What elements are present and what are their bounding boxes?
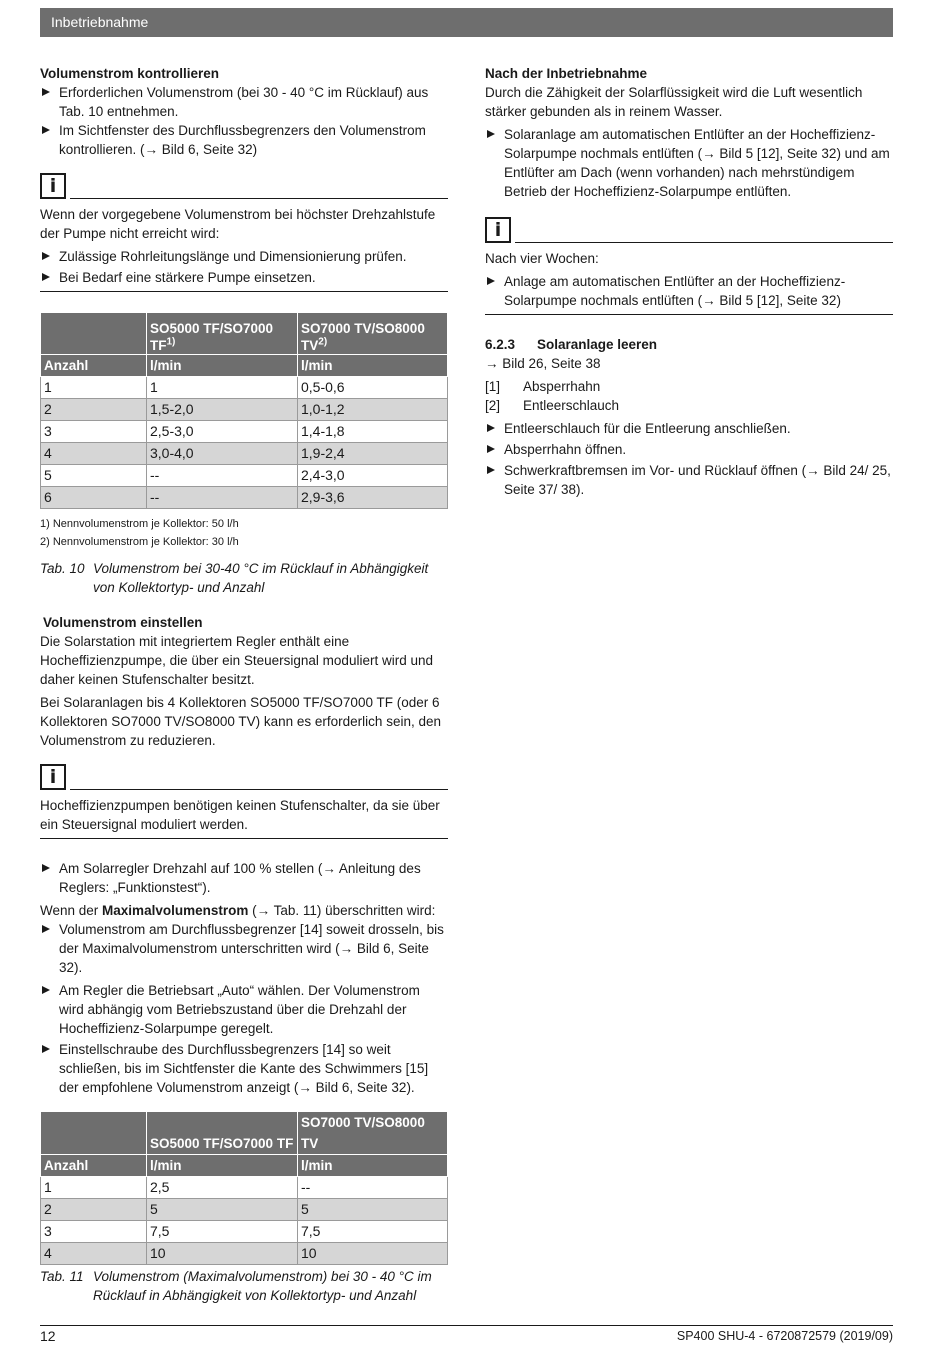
step-item: Erforderlichen Volumenstrom (bei 30 - 40 °C im Rücklauf) aus Tab. 10 entnehmen. (40, 83, 448, 121)
step-list (40, 920, 448, 1097)
table-header-cell: Anzahl (41, 1155, 147, 1177)
info-note-text: Wenn der vorgegebene Volumenstrom bei höchster Drehzahlstufe der Pumpe nicht erreicht wird: (40, 207, 436, 241)
table-header-cell: l/min (147, 355, 298, 377)
table-11 (40, 1111, 448, 1265)
heading-nach-der-inbetriebnahme: Nach der Inbetriebnahme (485, 66, 648, 81)
table-header-cell: SO7000 TV/SO8000 TV (298, 1112, 448, 1155)
info-note-header (485, 217, 893, 243)
caption-number: Tab. 10 (40, 561, 85, 576)
left-column (40, 64, 448, 1305)
paragraph: Wenn der Maximalvolumenstrom (→ Tab. 11) überschritten wird: (40, 903, 436, 918)
page-number: 12 (40, 1328, 56, 1344)
table-header-cell: l/min (147, 1155, 298, 1177)
info-icon: i (40, 764, 66, 790)
divider (485, 314, 893, 315)
divider (40, 291, 448, 292)
table-footnotes (40, 515, 448, 551)
paragraph: Die Solarstation mit integriertem Regler enthält eine Hocheffizienzpumpe, die über ein Steuersignal moduliert wird und daher keinen Stufenschalter besitzt. (40, 634, 433, 687)
table-row: 2 5 5 (41, 1199, 448, 1221)
step-item: Anlage am automatischen Entlüfter an der Hocheffizienz-Solarpumpe nochmals entlüften (→ Bild 5 [12], Seite 32) (485, 272, 893, 310)
info-note-header (40, 173, 448, 199)
footnote: 1) Nennvolumenstrom je Kollektor: 50 l/h (40, 518, 239, 530)
table-row: 2 1,5-2,0 1,0-1,2 (41, 399, 448, 421)
legend-list (485, 377, 893, 415)
step-item: Bei Bedarf eine stärkere Pumpe einsetzen. (40, 268, 448, 287)
step-item: Am Solarregler Drehzahl auf 100 % stellen (→ Anleitung des Reglers: „Funktionstest“). (40, 859, 448, 897)
legend-item: [2] Entleerschlauch (485, 398, 620, 413)
step-item: Im Sichtfenster des Durchflussbegrenzers den Volumenstrom kontrollieren. (→ Bild 6, Seite 32) (40, 121, 448, 159)
table-header-cell: SO5000 TF/SO7000 TF$^{1)}$ (147, 313, 298, 355)
page-header (40, 8, 893, 37)
table-row: 6 -- 2,9-3,6 (41, 487, 448, 509)
figure-reference: → Bild 26, Seite 38 (485, 356, 601, 371)
heading-solaranlage-leeren: 6.2.3 Solaranlage leeren (485, 337, 658, 352)
divider (70, 789, 448, 790)
step-item: Entleerschlauch für die Entleerung anschließen. (485, 419, 893, 438)
table-row: 1 2,5 -- (41, 1177, 448, 1199)
step-list (40, 859, 448, 897)
footnote: 2) Nennvolumenstrom je Kollektor: 30 l/h (40, 536, 239, 548)
table-row: 3 2,5-3,0 1,4-1,8 (41, 421, 448, 443)
step-item: Absperrhahn öffnen. (485, 440, 893, 459)
document-id: SP400 SHU-4 - 6720872579 (2019/09) (676, 1329, 893, 1343)
footer-divider (40, 1325, 893, 1326)
table-caption (40, 559, 448, 597)
caption-number: Tab. 11 (40, 1269, 84, 1284)
step-item: Schwerkraftbremsen im Vor- und Rücklauf öffnen (→ Bild 24/ 25, Seite 37/ 38). (485, 461, 893, 499)
step-item: Volumenstrom am Durchflussbegrenzer [14] soweit drosseln, bis der Maximalvolumenstrom unterschritten wird (→ Bild 6, Seite 32). (40, 920, 448, 977)
table-row: 4 10 10 (41, 1243, 448, 1265)
paragraph: Bei Solaranlagen bis 4 Kollektoren SO5000 TF/SO7000 TF (oder 6 Kollektoren SO7000 TV/SO8000 TV) kann es erforderlich sein, den Volumenstrom zu reduzieren. (40, 695, 441, 748)
right-column (485, 64, 893, 499)
step-list (40, 247, 448, 287)
table-row: 4 3,0-4,0 1,9-2,4 (41, 443, 448, 465)
step-list (485, 125, 893, 201)
heading-volumenstrom-einstellen: Volumenstrom einstellen (43, 615, 203, 630)
divider (40, 838, 448, 839)
table-row: 3 7,5 7,5 (41, 1221, 448, 1243)
table-header-cell (41, 1112, 147, 1155)
step-list (485, 419, 893, 499)
heading-volumenstrom-kontrollieren: Volumenstrom kontrollieren (40, 66, 220, 81)
divider (515, 242, 893, 243)
table-row: 5 -- 2,4-3,0 (41, 465, 448, 487)
table-header-cell (41, 313, 147, 355)
table-caption (40, 1267, 448, 1305)
step-item: Am Regler die Betriebsart „Auto“ wählen. Der Volumenstrom wird abhängig vom Betriebszustand über die Drehzahl der Hocheffizienz-Solarpumpe geregelt. (40, 981, 448, 1038)
step-item: Solaranlage am automatischen Entlüfter an der Hocheffizienz-Solarpumpe nochmals entlüften (→ Bild 5 [12], Seite 32) und am Entlüfter am Dach (wenn vorhanden) nach mehrstündigem Betrieb der Hocheffizienz-Solarpumpe entlüften. (485, 125, 893, 201)
info-note-text: Nach vier Wochen: (485, 251, 599, 266)
info-icon: i (40, 173, 66, 199)
caption-text: Volumenstrom (Maximalvolumenstrom) bei 30 - 40 °C im Rücklauf in Abhängigkeit von Kollektortyp- und Anzahl (93, 1269, 432, 1303)
table-header-cell: SO7000 TV/SO8000 TV$^{2)}$ (298, 313, 448, 355)
section-title: Inbetriebnahme (51, 14, 149, 30)
table-row: 1 1 0,5-0,6 (41, 377, 448, 399)
info-icon: i (485, 217, 511, 243)
table-10 (40, 312, 448, 509)
table-header-cell: l/min (298, 355, 448, 377)
step-item: Zulässige Rohrleitungslänge und Dimensionierung prüfen. (40, 247, 448, 266)
info-note-text: Hocheffizienzpumpen benötigen keinen Stufenschalter, da sie über ein Steuersignal moduliert werden. (40, 798, 440, 832)
table-header-cell: SO5000 TF/SO7000 TF (147, 1112, 298, 1155)
table-header-cell: Anzahl (41, 355, 147, 377)
table-header-cell: l/min (298, 1155, 448, 1177)
paragraph: Durch die Zähigkeit der Solarflüssigkeit wird die Luft wesentlich stärker gebunden als in reinem Wasser. (485, 85, 863, 119)
divider (70, 198, 448, 199)
step-list (40, 83, 448, 159)
step-item: Einstellschraube des Durchflussbegrenzers [14] so weit schließen, bis im Sichtfenster die Kante des Schwimmers [15] der empfohlene Volumenstrom anzeigt (→ Bild 6, Seite 32). (40, 1040, 448, 1097)
caption-text: Volumenstrom bei 30-40 °C im Rücklauf in Abhängigkeit von Kollektortyp- und Anzahl (93, 561, 429, 595)
legend-item: [1] Absperrhahn (485, 379, 601, 394)
step-list (485, 272, 893, 310)
info-note-header (40, 764, 448, 790)
